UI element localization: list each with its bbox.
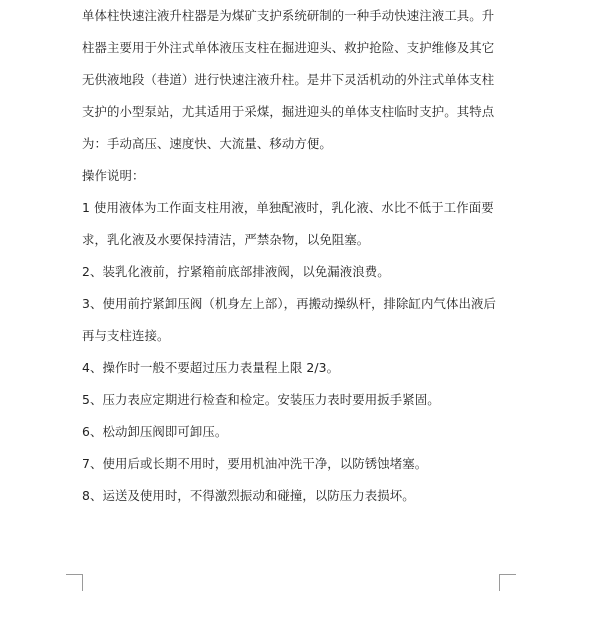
step-2: 2、装乳化液前，拧紧箱前底部排液阀，以免漏液浪费。 [82,264,390,279]
margin-corner-mark-right [499,574,516,591]
step-6: 6、松动卸压阀即可卸压。 [82,424,228,439]
step-5: 5、压力表应定期进行检查和检定。安装压力表时要用扳手紧固。 [82,392,440,407]
instructions-heading: 操作说明： [82,168,145,183]
step-7: 7、使用后或长期不用时，要用机油冲洗干净，以防锈蚀堵塞。 [82,456,428,471]
document-body [82,0,500,512]
step-3: 3、使用前拧紧卸压阀（机身左上部），再搬动操纵杆，排除缸内气体出液后再与支柱连接。 [82,296,496,343]
step-8: 8、运送及使用时，不得激烈振动和碰撞，以防压力表损坏。 [82,488,415,503]
margin-corner-mark-left [66,574,83,591]
step-4: 4、操作时一般不要超过压力表量程上限 2/3。 [82,360,340,375]
step-1: 1 使用液体为工作面支柱用液，单独配液时，乳化液、水比不低于工作面要求，乳化液及水要保持清洁，严禁杂物，以免阻塞。 [82,200,494,247]
intro-paragraph: 单体柱快速注液升柱器是为煤矿支护系统研制的一种手动快速注液工具。升柱器主要用于外注式单体液压支柱在掘进迎头、救护抢险、支护维修及其它无供液地段（巷道）进行快速注液升柱。是井下灵活机动的外注式单体支柱支护的小型泵站，尤其适用于采煤，掘进迎头的单体支柱临时支护。其特点为：手动高压、速度快、大流量、移动方便。 [82,8,495,151]
